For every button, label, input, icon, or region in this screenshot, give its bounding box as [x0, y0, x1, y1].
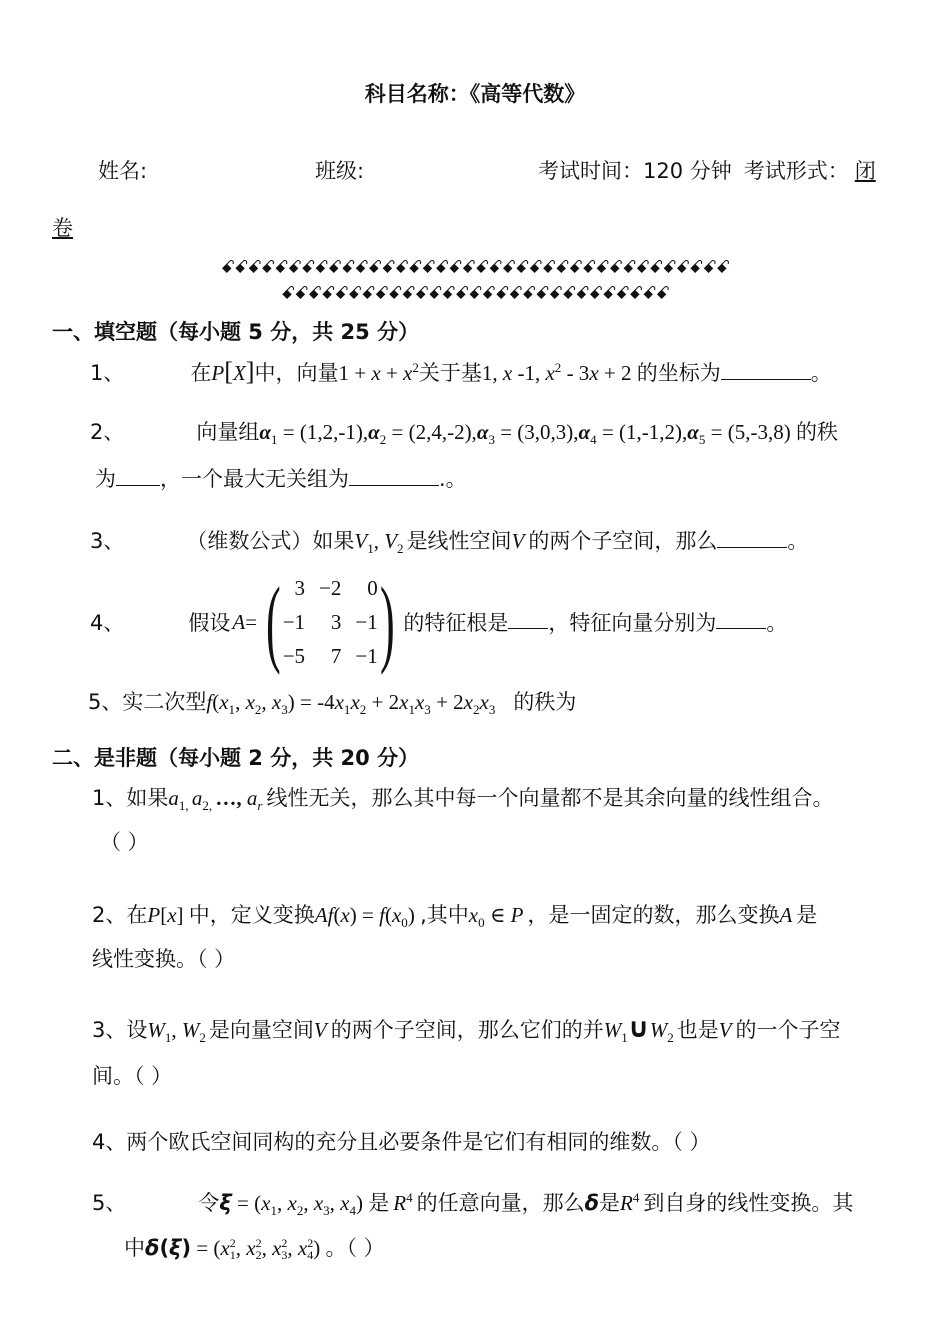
s1q5-text-a: 实二次型: [122, 690, 207, 714]
exam-form-value-1: 闭: [854, 159, 876, 183]
s1q2-text-a: 向量组: [196, 420, 260, 444]
matrix-cell: 3: [330, 609, 342, 634]
s1q4-text-a: 假设: [188, 611, 231, 635]
s1q2-text-b: 的秩: [795, 420, 838, 444]
s1-question-1: 1、 在P[X]中，向量$1 + x + x^2$关于基1, x -1, $x^2 - 3x + 2$ 的坐标为 。: [90, 357, 832, 386]
s1q3-number: 3、: [90, 529, 125, 553]
s1q1-number: 1、: [90, 361, 125, 385]
s2q3-text-c: 的两个子空间，那么它们的并: [330, 1018, 604, 1042]
s2-question-4: [92, 1126, 711, 1156]
s1-question-2-cont: [95, 463, 467, 493]
s2q5-text-d: 是: [599, 1191, 621, 1215]
s2-question-2: 2、在P[x] 中，定义变换$Af(x) = f(x_0)$ ,其中$x_0$ ∈ P ，是一固定的数，那么变换A 是: [92, 903, 818, 931]
s1q3-answer-blank[interactable]: [717, 529, 787, 548]
s2q2-text-a: 在: [126, 903, 148, 927]
s2q5-text-b: 是: [368, 1191, 390, 1215]
s2-question-3: 3、设$W_1$, $W_2$ 是向量空间V 的两个子空间，那么它们的并$W_1\cup W_2$ 也是V 的一个子空: [92, 1013, 841, 1046]
matrix-cell: −1: [282, 609, 306, 634]
s1q4-text-d: 。: [766, 611, 788, 635]
s2q1-text-a: 如果: [126, 786, 169, 810]
s2q4-number: 4、: [92, 1130, 127, 1154]
s1q4-eigenvalue-blank[interactable]: [508, 616, 548, 629]
s2q3-number: 3、: [92, 1018, 127, 1042]
s1q2-text-e: .。: [439, 467, 467, 491]
s2q5-text-a: 令: [198, 1191, 220, 1215]
matrix-cell: −1: [355, 643, 378, 668]
s2q1-number: 1、: [92, 786, 127, 810]
s1q4-number: 4、: [90, 611, 125, 635]
s1q2-rank-blank[interactable]: [116, 467, 160, 486]
s2q2-cont: 线性变换。（ ）: [92, 947, 236, 971]
s2q2-number: 2、: [92, 903, 127, 927]
matrix-cell: −1: [355, 609, 378, 634]
s1q3-text-d: 。: [787, 529, 809, 553]
s1q2-text-d: ，一个最大无关组为: [160, 467, 349, 491]
s2q5-cont: 中δ(ξ) = (x 2 1 , x 2 2 , x 2 3 , x 2 4 ) 。（ ）: [124, 1236, 385, 1262]
s1-question-5: 5、实二次型$f(x_1$, $x_2$, $x_3) = -4x_1x_2 + 2x_1x_3 + 2x_2x_3$ 的秩为: [88, 690, 577, 718]
s2q4-text-a: 两个欧氏空间同构的充分且必要条件是它们有相同的维数。（ ）: [126, 1130, 711, 1154]
s2q2-text-e: 是: [796, 903, 818, 927]
s1q4-eigenvector-blank[interactable]: [716, 616, 766, 629]
class-label: 班级:: [315, 159, 365, 183]
exam-time: 考试时间：120 分钟: [538, 159, 732, 183]
s1q1-text-c: 关于基: [418, 361, 482, 385]
page-title: 科目名称：《高等代数》: [364, 82, 586, 106]
s2q5-text-e: 到自身的线性变换。其: [643, 1191, 854, 1215]
s2q2-text-c: ,其中: [420, 903, 469, 927]
s1q1-text-a: 在: [190, 361, 212, 385]
ornament-row-1: ꗃꗃꗃꗃꗃꗃꗃꗃꗃꗃꗃꗃꗃꗃꗃꗃꗃꗃꗃꗃꗃꗃꗃꗃꗃꗃꗃꗃꗃꗃꗃꗃꗃꗃꗃꗃꗃꗃ: [220, 257, 730, 278]
s1q1-text-d: 的坐标为: [636, 361, 721, 385]
s1q3-text-a: （维数公式）如果: [186, 529, 355, 553]
s2q3-cont: 间。（ ）: [92, 1064, 173, 1088]
s1q3-text-b: 是线性空间: [406, 529, 512, 553]
s1q1-text-e: 。: [810, 361, 832, 385]
s2-question-5: 5、 令$\xi = (x_1$, $x_2$, $x_3$, $x_4$) 是 $R^4$ 的任意向量，那么δ是$R^4$ 到自身的线性变换。其: [92, 1190, 854, 1219]
s1q4-matrix: ( 3 −2 0 −1 3 −1 −5 7 −1 ): [266, 568, 395, 676]
s2q3-text-d: 也是: [676, 1018, 719, 1042]
s1q5-text-b: 的秩为: [513, 690, 577, 714]
s2q2-text-b: 中，定义变换: [188, 903, 315, 927]
matrix-cell: −2: [319, 575, 342, 600]
s2q5-text-c: 的任意向量，那么: [416, 1191, 585, 1215]
s2-question-1: 1、如果$a_{1,}$ $a_{2,}$ …, $a_r$ 线性无关，那么其中每一个向量都不是其余向量的线性组合。: [92, 786, 834, 814]
exam-form-label: 考试形式：: [743, 159, 849, 183]
s1q4-text-c: ，特征向量分别为: [548, 611, 717, 635]
name-label: 姓名:: [98, 159, 148, 183]
s1q2-basis-blank[interactable]: [349, 467, 439, 486]
s2q5-number: 5、: [92, 1191, 127, 1215]
s2q3-text-b: 是向量空间: [208, 1018, 314, 1042]
s2q5-text-f: 中: [124, 1236, 145, 1260]
s1-question-2: 2、 向量组$\alpha_1 = (1,2,-1),\alpha_2 = (2,4,-2),\alpha_3 = (3,0,3),\alpha_4 = (1,-1,2),\alpha_5 = (5,-3,8)$ 的秩: [90, 420, 838, 448]
s1q5-number: 5、: [88, 690, 123, 714]
s1q2-number: 2、: [90, 420, 125, 444]
s1q2-text-c: 为: [95, 467, 116, 491]
ornament-row-2: ꗃꗃꗃꗃꗃꗃꗃꗃꗃꗃꗃꗃꗃꗃꗃꗃꗃꗃꗃꗃꗃꗃꗃꗃꗃꗃꗃꗃꗃ: [280, 283, 670, 304]
s2q5-text-g: 。（ ）: [325, 1236, 385, 1260]
s2q2-text-d: ，是一固定的数，那么变换: [527, 903, 780, 927]
s1q1-text-b: 中，向量: [254, 361, 339, 385]
matrix-cell: −5: [282, 643, 306, 668]
s2q3-text-a: 设: [126, 1018, 148, 1042]
section2-heading: 二、是非题（每小题 2 分，共 20 分）: [52, 746, 420, 770]
section1-heading: 一、填空题（每小题 5 分，共 25 分）: [52, 320, 420, 344]
matrix-cell: 7: [330, 643, 342, 668]
s1-question-3: 3、 （维数公式）如果$V_1$, $V_2$ 是线性空间V 的两个子空间，那么 。: [90, 529, 809, 557]
s2q1-text-b: 线性无关，那么其中每一个向量都不是其余向量的线性组合。: [266, 786, 834, 810]
s1q3-text-c: 的两个子空间，那么: [528, 529, 718, 553]
matrix-cell: 0: [367, 575, 378, 600]
s2q1-answer-paren[interactable]: （ ）: [100, 830, 149, 854]
s2q3-text-e: 的一个子空: [735, 1018, 841, 1042]
exam-info: [538, 155, 876, 185]
matrix-cell: 3: [294, 575, 306, 600]
s1q4-text-b: 的特征根是: [403, 611, 509, 635]
exam-form-value-2: 卷: [52, 216, 73, 240]
s1-question-4: 4、 假设 A = ( 3 −2 0 −1 3 −1 −5 7 −1 ) 的特征根是 ，特征向量分别为 。: [90, 568, 788, 676]
s1q1-answer-blank[interactable]: [721, 361, 811, 380]
